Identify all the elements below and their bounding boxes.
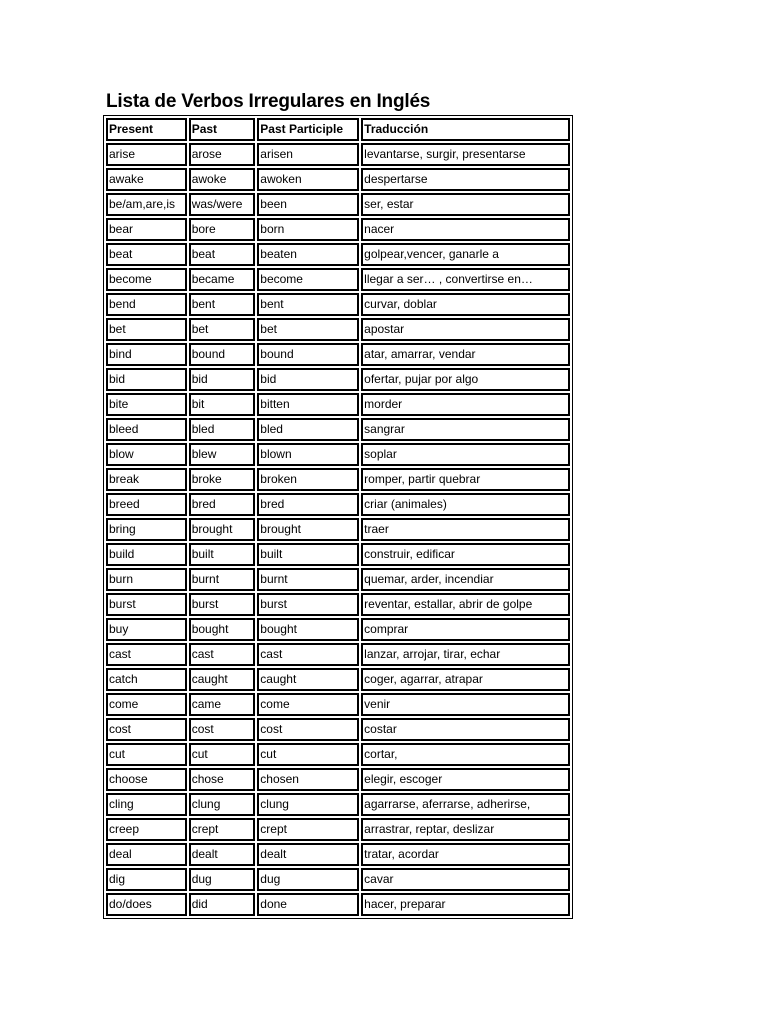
cell-past: caught xyxy=(189,668,256,691)
cell-present: cling xyxy=(106,793,187,816)
cell-traduccion: sangrar xyxy=(361,418,570,441)
table-row xyxy=(106,293,570,316)
cell-past: cut xyxy=(189,743,256,766)
cell-traduccion: traer xyxy=(361,518,570,541)
cell-past: cast xyxy=(189,643,256,666)
cell-past-participle: dug xyxy=(257,868,359,891)
cell-traduccion: romper, partir quebrar xyxy=(361,468,570,491)
table-row xyxy=(106,518,570,541)
cell-present: bleed xyxy=(106,418,187,441)
cell-past: broke xyxy=(189,468,256,491)
cell-past-participle: crept xyxy=(257,818,359,841)
table-row xyxy=(106,143,570,166)
cell-past-participle: chosen xyxy=(257,768,359,791)
cell-past-participle: bound xyxy=(257,343,359,366)
table-row xyxy=(106,368,570,391)
cell-past: bled xyxy=(189,418,256,441)
cell-traduccion: venir xyxy=(361,693,570,716)
cell-past: came xyxy=(189,693,256,716)
cell-past: burst xyxy=(189,593,256,616)
table-row xyxy=(106,468,570,491)
table-row xyxy=(106,893,570,916)
cell-past-participle: bet xyxy=(257,318,359,341)
cell-traduccion: tratar, acordar xyxy=(361,843,570,866)
table-row xyxy=(106,718,570,741)
cell-traduccion: levantarse, surgir, presentarse xyxy=(361,143,570,166)
cell-past: awoke xyxy=(189,168,256,191)
cell-past: bound xyxy=(189,343,256,366)
table-row xyxy=(106,243,570,266)
cell-traduccion: coger, agarrar, atrapar xyxy=(361,668,570,691)
table-row xyxy=(106,218,570,241)
table-row xyxy=(106,318,570,341)
cell-past: bit xyxy=(189,393,256,416)
cell-traduccion: cavar xyxy=(361,868,570,891)
cell-present: deal xyxy=(106,843,187,866)
cell-past-participle: become xyxy=(257,268,359,291)
cell-traduccion: costar xyxy=(361,718,570,741)
cell-past-participle: bred xyxy=(257,493,359,516)
cell-traduccion: nacer xyxy=(361,218,570,241)
table-row xyxy=(106,693,570,716)
cell-traduccion: quemar, arder, incendiar xyxy=(361,568,570,591)
cell-present: cast xyxy=(106,643,187,666)
table-row xyxy=(106,743,570,766)
cell-past: became xyxy=(189,268,256,291)
cell-traduccion: soplar xyxy=(361,443,570,466)
cell-traduccion: morder xyxy=(361,393,570,416)
cell-present: creep xyxy=(106,818,187,841)
cell-traduccion: llegar a ser… , convertirse en… xyxy=(361,268,570,291)
cell-past-participle: blown xyxy=(257,443,359,466)
cell-traduccion: arrastrar, reptar, deslizar xyxy=(361,818,570,841)
table-row xyxy=(106,618,570,641)
cell-traduccion: hacer, preparar xyxy=(361,893,570,916)
cell-present: bet xyxy=(106,318,187,341)
cell-past-participle: cut xyxy=(257,743,359,766)
document-title: Lista de Verbos Irregulares en Inglés xyxy=(106,91,431,112)
cell-past-participle: been xyxy=(257,193,359,216)
cell-traduccion: despertarse xyxy=(361,168,570,191)
cell-past: chose xyxy=(189,768,256,791)
cell-present: burst xyxy=(106,593,187,616)
cell-past: did xyxy=(189,893,256,916)
cell-traduccion: construir, edificar xyxy=(361,543,570,566)
cell-past-participle: arisen xyxy=(257,143,359,166)
table-row xyxy=(106,818,570,841)
cell-past: clung xyxy=(189,793,256,816)
cell-traduccion: reventar, estallar, abrir de golpe xyxy=(361,593,570,616)
cell-traduccion: agarrarse, aferrarse, adherirse, xyxy=(361,793,570,816)
cell-past: dealt xyxy=(189,843,256,866)
table-row xyxy=(106,568,570,591)
table-row xyxy=(106,193,570,216)
cell-past-participle: bled xyxy=(257,418,359,441)
cell-traduccion: lanzar, arrojar, tirar, echar xyxy=(361,643,570,666)
cell-past: bent xyxy=(189,293,256,316)
cell-past: was/were xyxy=(189,193,256,216)
table-row xyxy=(106,268,570,291)
cell-present: come xyxy=(106,693,187,716)
cell-present: cut xyxy=(106,743,187,766)
cell-past-participle: cost xyxy=(257,718,359,741)
cell-present: become xyxy=(106,268,187,291)
header-past: Past xyxy=(189,118,256,141)
cell-past-participle: built xyxy=(257,543,359,566)
cell-past-participle: dealt xyxy=(257,843,359,866)
cell-traduccion: comprar xyxy=(361,618,570,641)
cell-present: bear xyxy=(106,218,187,241)
cell-past-participle: broken xyxy=(257,468,359,491)
cell-present: build xyxy=(106,543,187,566)
cell-past: blew xyxy=(189,443,256,466)
cell-past: arose xyxy=(189,143,256,166)
table-row xyxy=(106,843,570,866)
cell-past: burnt xyxy=(189,568,256,591)
table-row xyxy=(106,168,570,191)
cell-present: breed xyxy=(106,493,187,516)
table-row xyxy=(106,443,570,466)
cell-present: dig xyxy=(106,868,187,891)
table-row xyxy=(106,393,570,416)
table-row xyxy=(106,493,570,516)
table-row xyxy=(106,593,570,616)
table-row xyxy=(106,868,570,891)
cell-traduccion: apostar xyxy=(361,318,570,341)
table-row xyxy=(106,418,570,441)
table-row xyxy=(106,643,570,666)
cell-past: dug xyxy=(189,868,256,891)
cell-past-participle: bitten xyxy=(257,393,359,416)
cell-past: bet xyxy=(189,318,256,341)
cell-past-participle: burst xyxy=(257,593,359,616)
cell-past-participle: done xyxy=(257,893,359,916)
header-past-participle: Past Participle xyxy=(257,118,359,141)
cell-past-participle: bid xyxy=(257,368,359,391)
cell-present: bind xyxy=(106,343,187,366)
cell-traduccion: curvar, doblar xyxy=(361,293,570,316)
cell-present: blow xyxy=(106,443,187,466)
cell-traduccion: atar, amarrar, vendar xyxy=(361,343,570,366)
cell-present: bend xyxy=(106,293,187,316)
cell-present: bite xyxy=(106,393,187,416)
cell-traduccion: cortar, xyxy=(361,743,570,766)
cell-past-participle: cast xyxy=(257,643,359,666)
header-traduccion: Traducción xyxy=(361,118,570,141)
irregular-verbs-table xyxy=(103,115,573,919)
cell-past: cost xyxy=(189,718,256,741)
table-row xyxy=(106,543,570,566)
table-row xyxy=(106,343,570,366)
cell-past-participle: beaten xyxy=(257,243,359,266)
table-row xyxy=(106,668,570,691)
header-present: Present xyxy=(106,118,187,141)
cell-traduccion: golpear,vencer, ganarle a xyxy=(361,243,570,266)
cell-past-participle: bought xyxy=(257,618,359,641)
cell-past: bred xyxy=(189,493,256,516)
cell-past-participle: come xyxy=(257,693,359,716)
cell-present: break xyxy=(106,468,187,491)
cell-present: buy xyxy=(106,618,187,641)
cell-present: arise xyxy=(106,143,187,166)
cell-past: bid xyxy=(189,368,256,391)
cell-past-participle: bent xyxy=(257,293,359,316)
cell-present: cost xyxy=(106,718,187,741)
cell-present: do/does xyxy=(106,893,187,916)
cell-traduccion: ofertar, pujar por algo xyxy=(361,368,570,391)
cell-traduccion: criar (animales) xyxy=(361,493,570,516)
table-body xyxy=(106,143,570,916)
cell-present: bring xyxy=(106,518,187,541)
table-row xyxy=(106,793,570,816)
cell-past-participle: clung xyxy=(257,793,359,816)
cell-present: beat xyxy=(106,243,187,266)
cell-present: bid xyxy=(106,368,187,391)
cell-past: brought xyxy=(189,518,256,541)
cell-past: bought xyxy=(189,618,256,641)
cell-present: be/am,are,is xyxy=(106,193,187,216)
cell-past: beat xyxy=(189,243,256,266)
table-row xyxy=(106,768,570,791)
cell-present: burn xyxy=(106,568,187,591)
cell-past-participle: burnt xyxy=(257,568,359,591)
cell-past: crept xyxy=(189,818,256,841)
cell-traduccion: elegir, escoger xyxy=(361,768,570,791)
cell-past: bore xyxy=(189,218,256,241)
cell-past-participle: born xyxy=(257,218,359,241)
cell-present: awake xyxy=(106,168,187,191)
cell-past: built xyxy=(189,543,256,566)
cell-past-participle: caught xyxy=(257,668,359,691)
cell-traduccion: ser, estar xyxy=(361,193,570,216)
cell-past-participle: awoken xyxy=(257,168,359,191)
cell-present: catch xyxy=(106,668,187,691)
cell-present: choose xyxy=(106,768,187,791)
table-header-row xyxy=(106,118,570,141)
cell-past-participle: brought xyxy=(257,518,359,541)
